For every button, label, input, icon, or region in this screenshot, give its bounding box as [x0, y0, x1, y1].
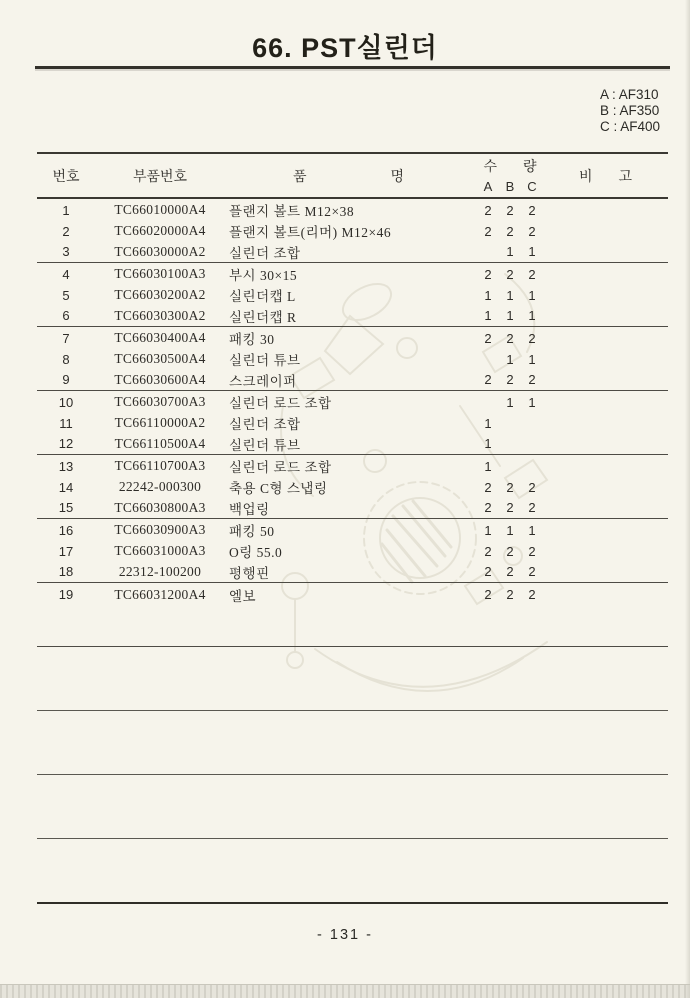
row-part-name: 실린더 조합 [229, 417, 301, 432]
row-group [37, 327, 668, 391]
row-qty-b: 2 [506, 266, 514, 282]
row-part-no: TC66030700A3 [114, 394, 206, 410]
row-no: 10 [58, 394, 74, 410]
row-part-no: TC66030100A3 [114, 266, 206, 282]
row-no: 3 [62, 244, 70, 260]
row-qty-a: 1 [484, 436, 492, 452]
table-row [37, 433, 668, 454]
row-part-no: TC66030200A2 [114, 287, 206, 302]
qty-subcolumns [477, 176, 543, 197]
table-row [37, 305, 668, 326]
legend-item-b: B : AF350 [599, 103, 660, 118]
qty-title [477, 154, 543, 176]
title-rule [35, 66, 670, 69]
table-row [37, 456, 668, 477]
row-no: 13 [58, 458, 74, 474]
row-qty-a: 2 [484, 587, 492, 602]
table-row [37, 241, 668, 262]
row-no: 5 [62, 287, 70, 303]
row-part-name: 실린더 튜브 [229, 353, 301, 368]
row-no: 12 [58, 436, 74, 452]
table-row [37, 477, 668, 498]
table-row [37, 392, 668, 413]
row-group [37, 519, 668, 583]
row-qty-a: 2 [484, 372, 492, 388]
row-qty-c: 1 [528, 394, 536, 410]
row-part-no: TC66110000A2 [114, 415, 206, 430]
qty-col-b: B [505, 178, 515, 194]
row-qty-b: 2 [506, 202, 514, 218]
row-group [37, 263, 668, 327]
row-part-no: TC66030000A2 [114, 243, 206, 259]
col-header-qty [477, 154, 543, 197]
qty-title-left: 수 [483, 159, 497, 175]
row-part-name: 실린더 튜브 [229, 437, 301, 453]
row-qty-c: 1 [528, 522, 536, 538]
row-qty-a: 1 [484, 287, 492, 303]
row-part-name: 패킹 50 [229, 524, 275, 540]
row-qty-b: 2 [506, 372, 514, 388]
row-qty-b: 2 [506, 223, 514, 239]
row-qty-a: 1 [484, 458, 492, 474]
row-qty-b: 1 [506, 394, 514, 410]
row-qty-a: 2 [484, 223, 492, 239]
empty-ruled-section [37, 839, 668, 904]
table-row [37, 520, 668, 541]
empty-ruled-section [37, 775, 668, 839]
row-part-name: 부시 30×15 [229, 268, 298, 284]
row-qty-a: 1 [484, 415, 492, 431]
table-row [37, 264, 668, 285]
row-no: 8 [62, 351, 70, 367]
row-qty-c: 2 [528, 543, 536, 559]
row-no: 15 [58, 500, 74, 516]
row-no: 19 [58, 587, 74, 602]
col-header-no: 번호 [52, 169, 80, 185]
row-part-name: 실린더캡 R [229, 309, 297, 325]
col-header-name-left: 품 [293, 169, 307, 185]
empty-ruled-section [37, 647, 668, 711]
scan-edge-strip [0, 984, 690, 998]
page-number: - 131 - [317, 927, 373, 943]
legend-item-c: C : AF400 [599, 119, 660, 134]
row-qty-a: 2 [484, 266, 492, 282]
row-part-no: TC66030800A3 [114, 499, 206, 515]
col-header-remarks-right: 고 [618, 169, 633, 185]
row-no: 1 [62, 202, 70, 218]
row-part-no: TC66031200A4 [114, 586, 206, 602]
row-part-no: TC66030500A4 [114, 351, 206, 366]
row-no: 2 [62, 223, 70, 239]
row-group [37, 199, 668, 263]
row-part-no: TC66030300A2 [114, 307, 206, 323]
row-part-name: 패킹 30 [229, 332, 275, 348]
row-part-no: TC66010000A4 [114, 202, 206, 218]
row-qty-c: 2 [528, 500, 536, 516]
row-no: 18 [58, 564, 74, 580]
row-part-no: TC66030600A4 [114, 371, 206, 387]
qty-col-a: A [483, 178, 493, 194]
table-row [37, 497, 668, 518]
row-qty-a: 2 [484, 479, 492, 495]
row-part-no: 22242-000300 [118, 479, 202, 494]
table-row [37, 328, 668, 349]
table-row [37, 200, 668, 221]
row-group [37, 455, 668, 519]
row-qty-a: 2 [484, 564, 492, 580]
row-no: 16 [58, 522, 74, 538]
row-qty-b: 1 [506, 351, 514, 367]
row-part-name: 실린더캡 L [229, 289, 296, 304]
table-row [37, 369, 668, 390]
row-part-no: TC66030400A4 [114, 330, 206, 346]
row-no: 14 [58, 479, 74, 495]
row-part-name: 실린더 로드 조합 [229, 460, 332, 476]
row-qty-c: 2 [528, 202, 536, 218]
row-qty-c: 1 [528, 351, 536, 367]
row-part-name: 엘보 [229, 588, 257, 604]
row-part-no: 22312-100200 [118, 563, 202, 579]
row-qty-a: 2 [484, 500, 492, 516]
table-body [37, 199, 668, 647]
row-qty-a: 1 [484, 308, 492, 324]
row-part-no: TC66110500A4 [114, 435, 206, 451]
row-qty-b: 1 [506, 287, 514, 303]
table-row [37, 413, 668, 434]
row-qty-a: 2 [484, 543, 492, 559]
row-qty-c: 2 [528, 223, 536, 239]
row-no: 6 [62, 308, 70, 324]
row-part-name: 백업링 [229, 501, 270, 517]
row-qty-b: 2 [506, 330, 514, 346]
row-part-no: TC66030900A3 [114, 522, 206, 538]
row-qty-b: 1 [506, 308, 514, 324]
table-row [37, 221, 668, 242]
row-qty-c: 2 [528, 587, 536, 602]
row-qty-a: 2 [484, 330, 492, 346]
row-part-name: 플랜지 볼트(리머) M12×46 [229, 225, 392, 240]
row-qty-c: 2 [528, 266, 536, 282]
qty-col-c: C [527, 178, 537, 194]
page-title: 66. PST실린더 [252, 33, 438, 63]
row-qty-c: 1 [528, 287, 536, 303]
qty-title-right: 량 [523, 159, 537, 175]
row-no: 17 [58, 543, 74, 559]
row-no: 4 [62, 266, 70, 282]
row-qty-a: 1 [484, 522, 492, 538]
row-part-name: 스크레이퍼 [229, 373, 297, 389]
row-no: 9 [62, 372, 70, 388]
col-header-part-no: 부품번호 [132, 169, 188, 185]
row-part-name: 실린더 조합 [229, 245, 301, 261]
legend-item-a: A : AF310 [599, 87, 659, 102]
parts-table [37, 152, 668, 904]
table-row [37, 561, 668, 582]
col-header-remarks-left: 비 [578, 169, 593, 185]
col-header-name [225, 154, 477, 197]
row-qty-b: 2 [506, 543, 514, 559]
row-no: 11 [59, 415, 73, 431]
row-qty-c: 2 [528, 479, 536, 495]
row-qty-c: 2 [528, 372, 536, 388]
scan-edge-right [685, 0, 690, 998]
row-part-no: TC66031000A3 [114, 543, 206, 558]
col-header-name-right: 명 [390, 169, 404, 185]
row-part-no: TC66110700A3 [114, 458, 206, 474]
row-part-name: 평행핀 [229, 565, 270, 581]
row-part-name: 실린더 로드 조합 [229, 396, 332, 412]
row-group [37, 391, 668, 455]
row-qty-c: 2 [528, 330, 536, 346]
table-header [37, 152, 668, 199]
table-row [37, 541, 668, 562]
model-legend [600, 87, 660, 135]
row-no: 7 [62, 330, 70, 346]
table-row [37, 285, 668, 306]
row-part-name: 축용 C형 스냅링 [229, 481, 328, 496]
row-part-name: 플랜지 볼트 M12×38 [229, 204, 355, 220]
empty-ruled-section [37, 711, 668, 775]
table-row [37, 584, 668, 605]
row-qty-a: 2 [484, 202, 492, 218]
row-qty-b: 2 [506, 564, 514, 580]
row-qty-b: 2 [506, 479, 514, 495]
table-row [37, 349, 668, 370]
row-qty-c: 1 [528, 244, 536, 260]
row-qty-c: 2 [528, 564, 536, 580]
row-qty-b: 1 [506, 244, 514, 260]
row-qty-b: 2 [506, 500, 514, 516]
row-group [37, 583, 668, 647]
row-part-name: O링 55.0 [229, 545, 283, 560]
row-qty-b: 2 [506, 587, 514, 602]
row-qty-b: 1 [506, 522, 514, 538]
row-qty-c: 1 [528, 308, 536, 324]
col-header-remarks [543, 154, 668, 197]
row-part-no: TC66020000A4 [114, 223, 206, 238]
